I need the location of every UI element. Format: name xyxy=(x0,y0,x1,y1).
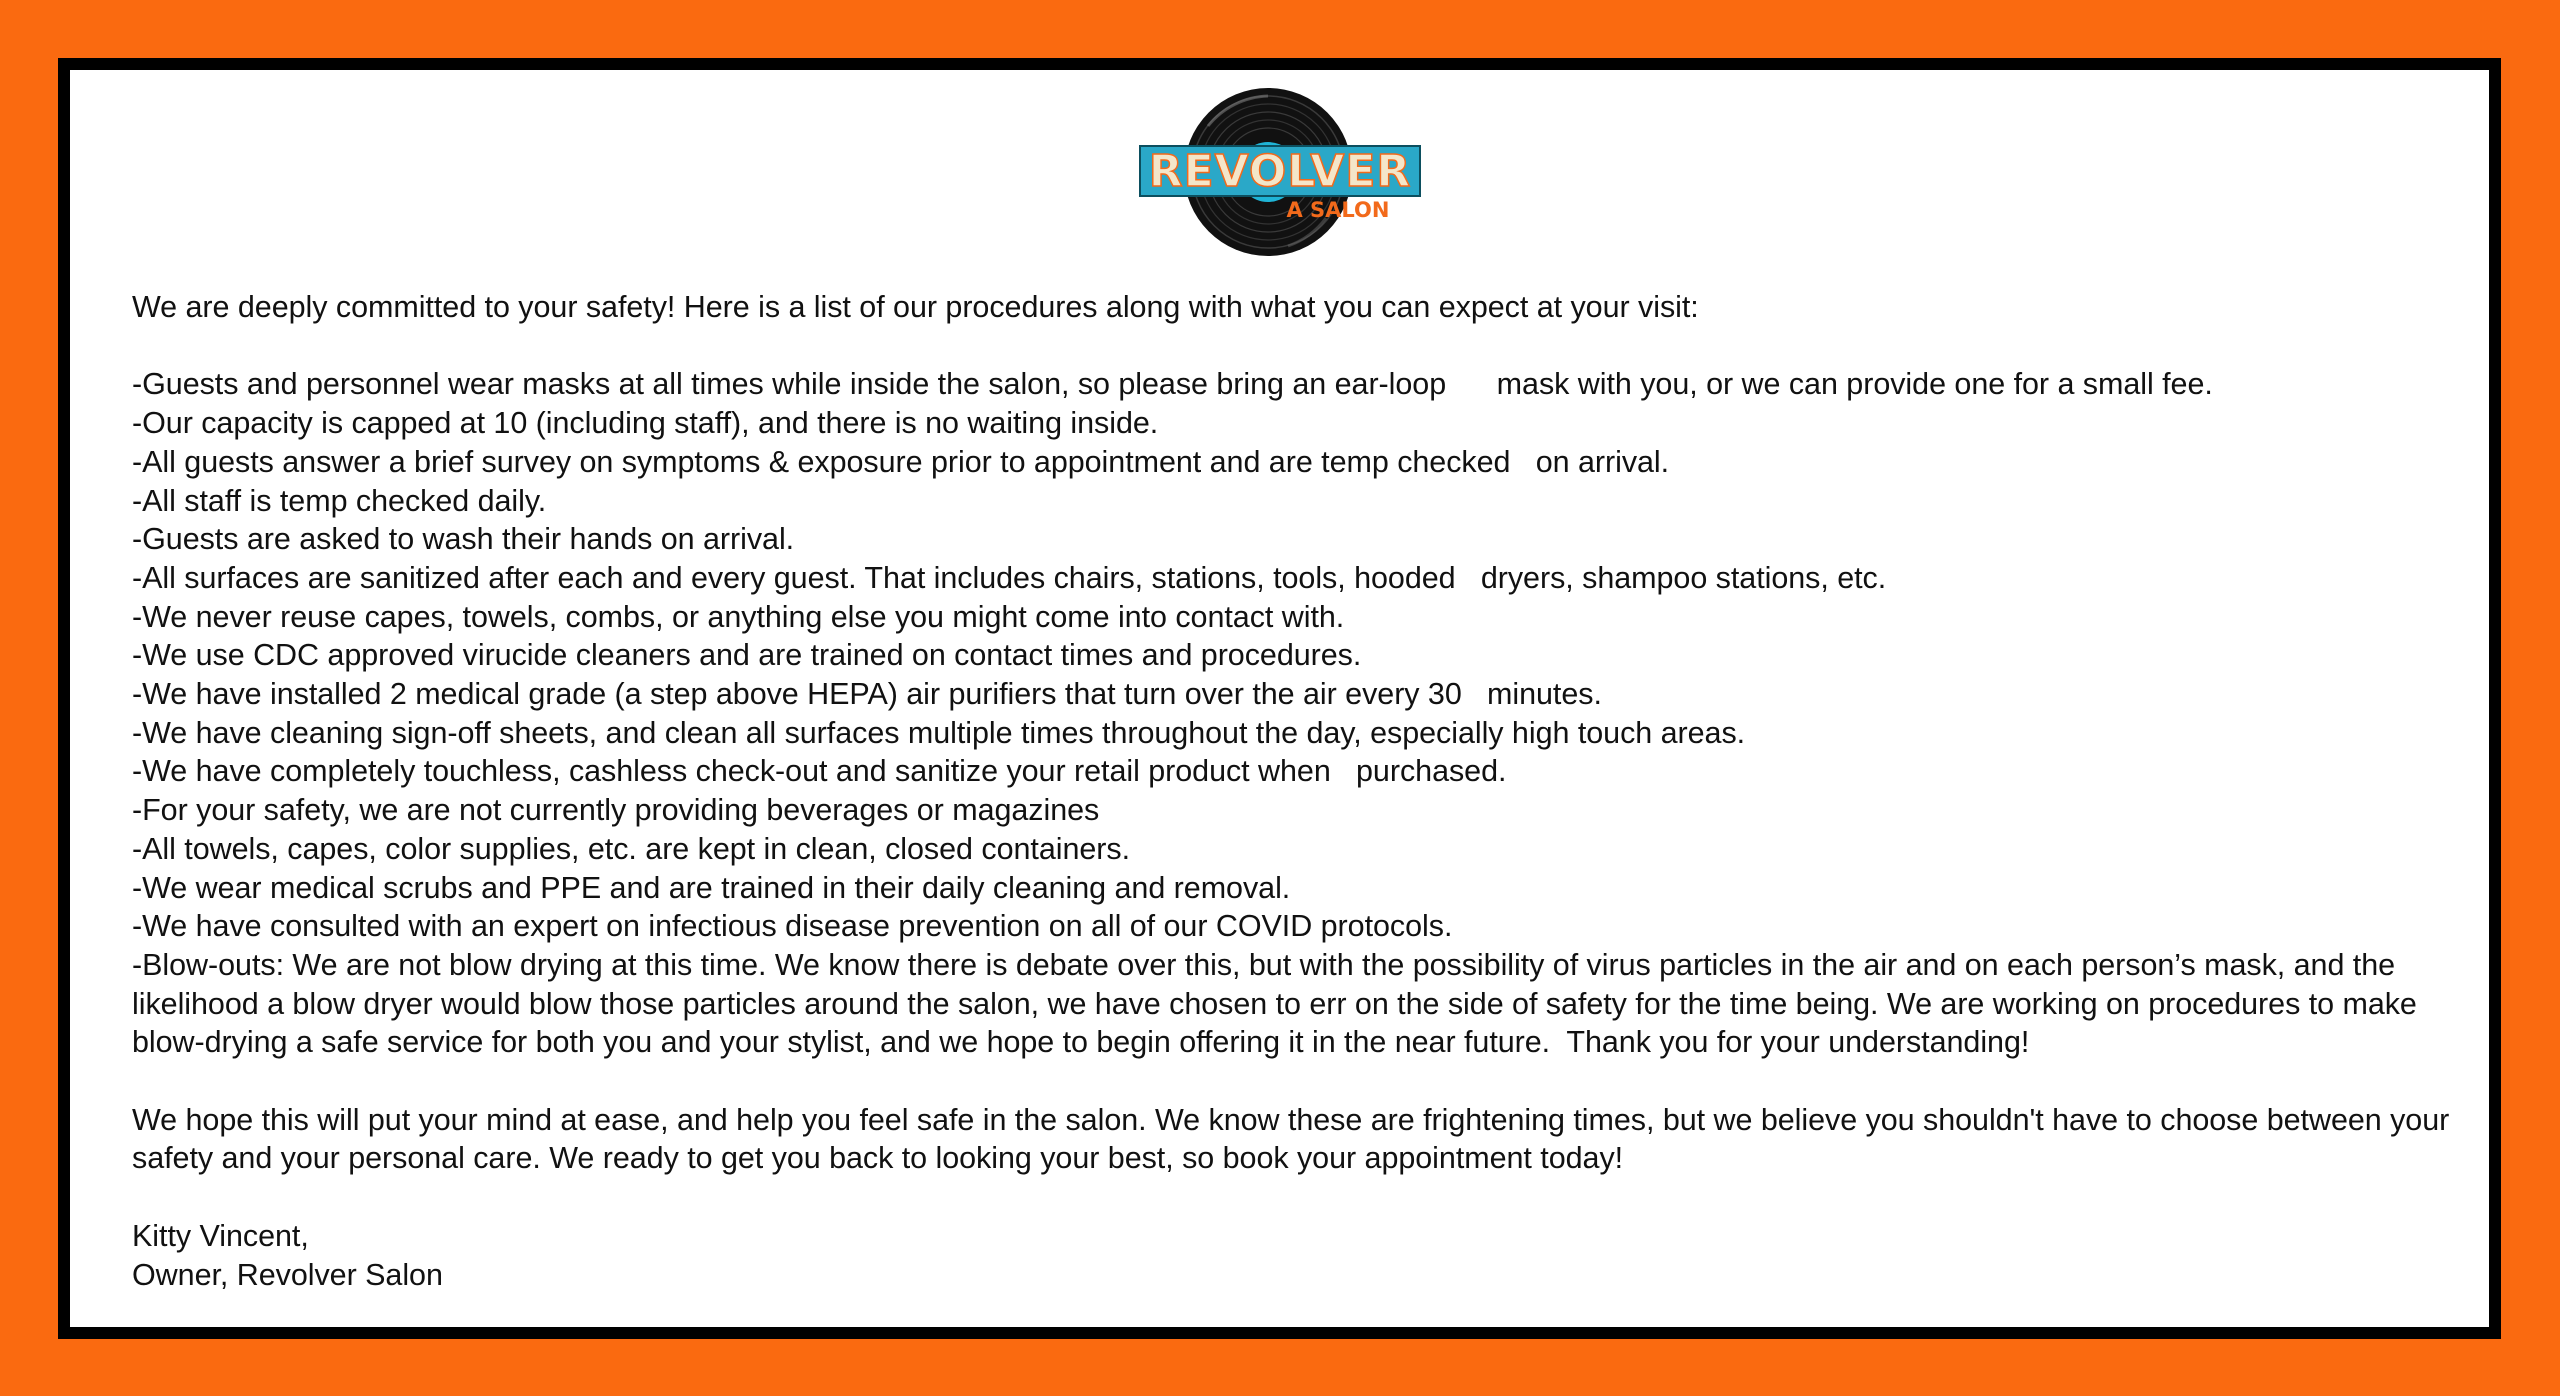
procedure-item: -All surfaces are sanitized after each and every guest. That includes chairs, stations, tools, hooded dryers, shampoo stations, etc. xyxy=(132,560,1887,595)
procedures-list xyxy=(132,365,2462,1062)
spacer xyxy=(132,327,2462,366)
signature-name: Kitty Vincent, xyxy=(132,1218,309,1253)
procedure-item: -We have installed 2 medical grade (a step above HEPA) air purifiers that turn over the air every 30 minutes. xyxy=(132,677,1602,712)
logo-tagline: A SALON xyxy=(1286,198,1390,222)
spacer xyxy=(132,1178,2462,1217)
revolver-salon-logo xyxy=(1138,86,1422,258)
procedure-item: -Our capacity is capped at 10 (including staff), and there is no waiting inside. xyxy=(132,406,1159,441)
spacer xyxy=(132,1062,2462,1101)
procedure-item: -All towels, capes, color supplies, etc. are kept in clean, closed containers. xyxy=(132,831,1131,866)
signature-title: Owner, Revolver Salon xyxy=(132,1257,443,1292)
procedure-item: -We never reuse capes, towels, combs, or anything else you might come into contact with. xyxy=(132,599,1345,634)
logo-wordmark: REVOLVER xyxy=(1148,146,1412,197)
procedure-item: -We have cleaning sign-off sheets, and clean all surfaces multiple times throughout the day, especially high touch areas. xyxy=(132,715,1746,750)
procedure-item: -We have completely touchless, cashless check-out and sanitize your retail product when purchased. xyxy=(132,754,1507,789)
notice-body xyxy=(132,288,2462,1294)
procedure-item: -All staff is temp checked daily. xyxy=(132,483,547,518)
procedure-item: -We have consulted with an expert on infectious disease prevention on all of our COVID protocols. xyxy=(132,909,1453,944)
intro-paragraph: We are deeply committed to your safety! Here is a list of our procedures along with what you can expect at your visit: xyxy=(132,290,1699,324)
procedure-item: -Guests and personnel wear masks at all times while inside the salon, so please bring an ear-loop mask with you, or we can provide one for a small fee. xyxy=(132,367,2213,402)
procedure-item-blowouts: -Blow-outs: We are not blow drying at this time. We know there is debate over this, but with the possibility of virus particles in the air and on each person’s mask, and the likelihood a blow dryer would blow those particles around the salon, we have chosen to err on the side of safety for the time being. We are working on procedures to make blow-drying a safe service for both you and your stylist, and we hope to begin offering it in the near future. Thank you for your understanding! xyxy=(132,947,2426,1060)
procedure-item: -We use CDC approved virucide cleaners and are trained on contact times and procedures. xyxy=(132,638,1362,673)
procedure-item: -For your safety, we are not currently providing beverages or magazines xyxy=(132,793,1100,828)
closing-paragraph: We hope this will put your mind at ease, and help you feel safe in the salon. We know these are frightening times, but we believe you shouldn't have to choose between your safety and your personal care. We ready to get you back to looking your best, so book your appointment today! xyxy=(132,1102,2458,1176)
procedure-item: -All guests answer a brief survey on symptoms & exposure prior to appointment and are temp checked on arrival. xyxy=(132,444,1670,479)
procedure-item: -We wear medical scrubs and PPE and are trained in their daily cleaning and removal. xyxy=(132,870,1291,905)
procedure-item: -Guests are asked to wash their hands on arrival. xyxy=(132,522,795,557)
